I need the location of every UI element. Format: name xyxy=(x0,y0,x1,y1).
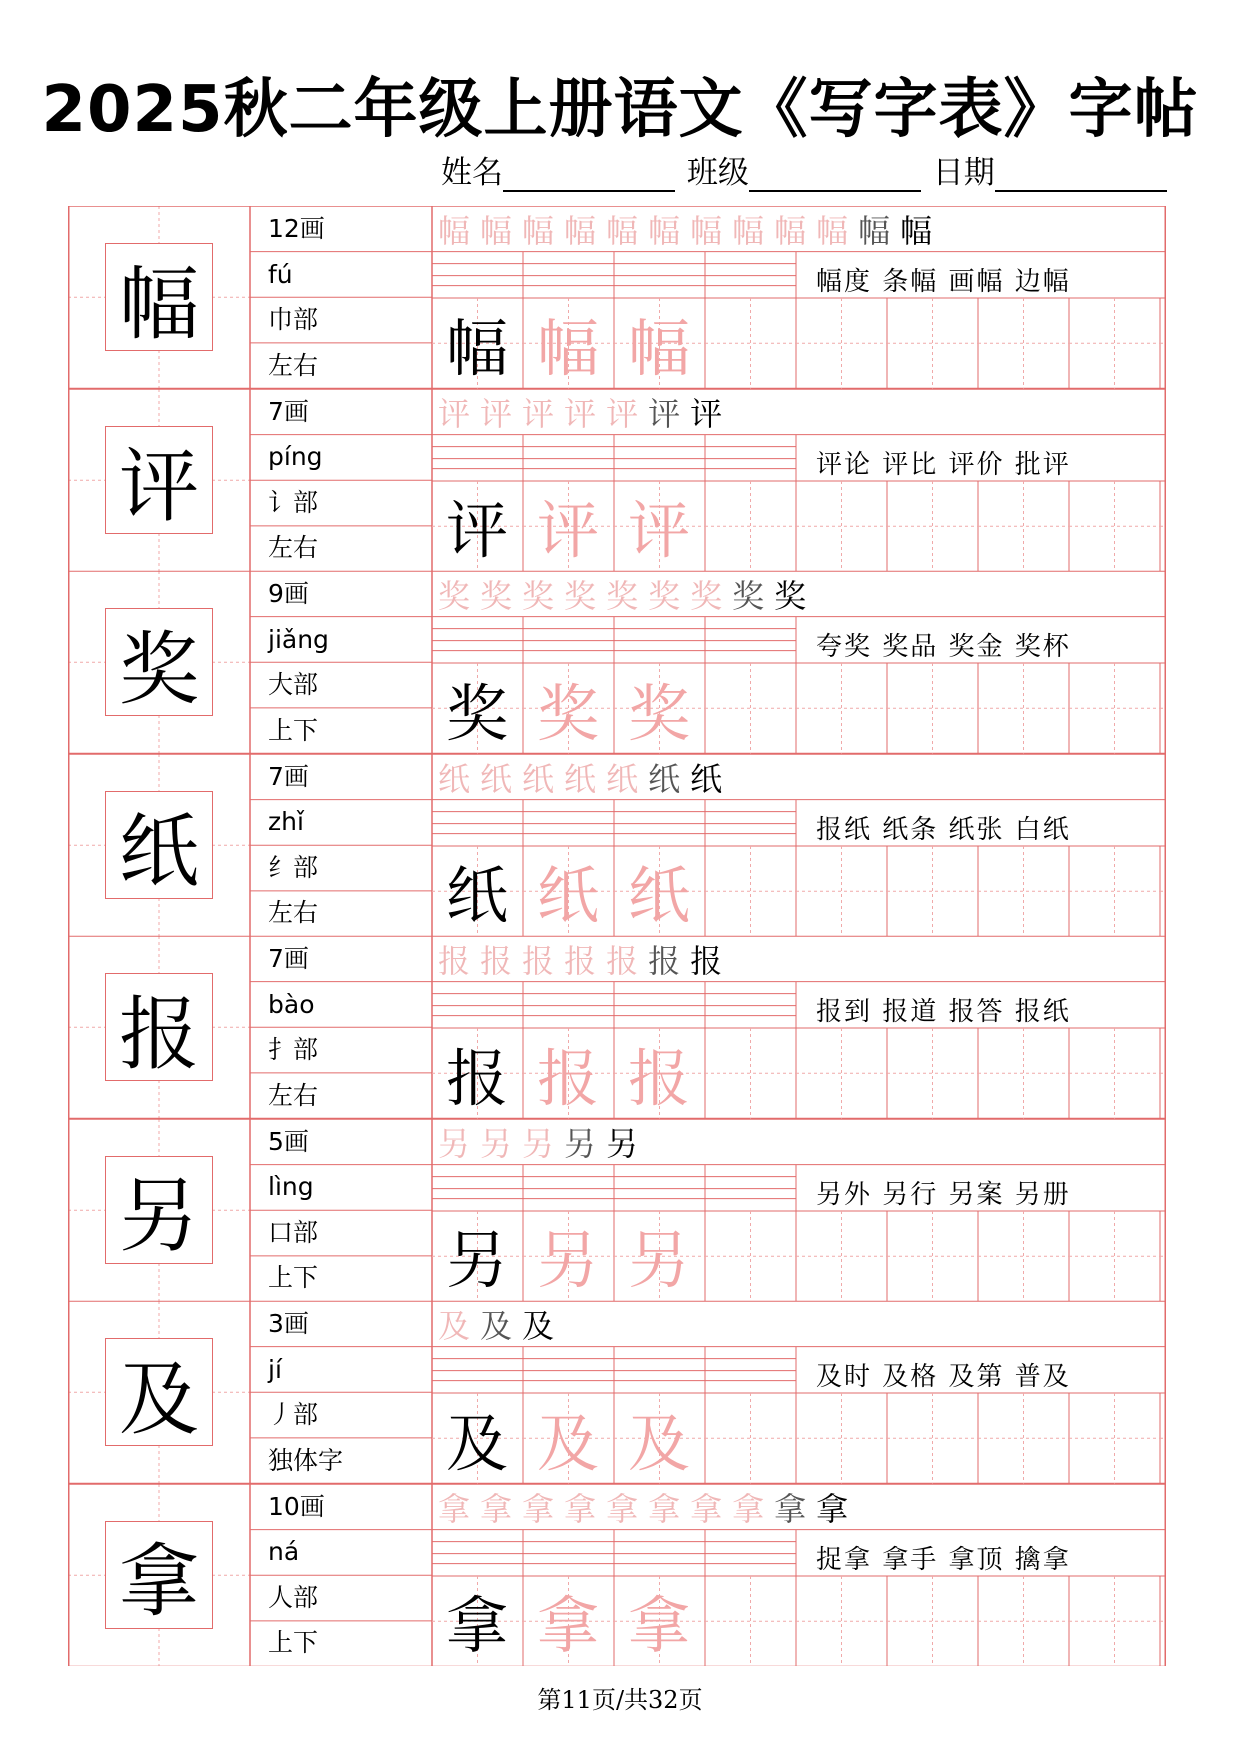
writing-cell[interactable] xyxy=(887,846,978,936)
stroke-step: 幅 xyxy=(606,212,643,250)
stroke-step: 幅 xyxy=(522,212,559,250)
model-character: 拿 xyxy=(445,1589,508,1662)
big-character: 及 xyxy=(119,1352,199,1446)
big-character: 报 xyxy=(119,987,199,1081)
radical-label: 纟部 xyxy=(268,852,319,882)
big-character-box xyxy=(105,608,213,716)
stroke-step: 幅 xyxy=(900,212,937,250)
writing-cell[interactable] xyxy=(1069,298,1160,388)
model-character: 另 xyxy=(445,1224,508,1297)
stroke-step: 奖 xyxy=(438,577,475,615)
trace-character: 拿 xyxy=(536,1589,599,1662)
model-character: 及 xyxy=(445,1406,508,1480)
stroke-order-sequence xyxy=(438,391,732,433)
trace-character: 幅 xyxy=(627,311,690,385)
stroke-count: 10画 xyxy=(268,1491,325,1521)
writing-cell[interactable] xyxy=(705,298,796,388)
stroke-step: 奖 xyxy=(732,577,769,615)
big-character-box xyxy=(105,1521,213,1629)
structure-label: 上下 xyxy=(268,1263,319,1293)
writing-cell[interactable] xyxy=(796,663,887,753)
character-row xyxy=(68,389,1166,572)
radical-label: 口部 xyxy=(268,1217,319,1247)
stroke-step: 奖 xyxy=(648,577,685,615)
big-character: 另 xyxy=(119,1170,199,1263)
stroke-step: 报 xyxy=(522,942,559,980)
name-label: 姓名 xyxy=(441,155,503,191)
stroke-step: 拿 xyxy=(732,1489,769,1528)
writing-cell[interactable] xyxy=(1160,298,1240,388)
stroke-count: 12画 xyxy=(268,214,325,243)
stroke-step: 报 xyxy=(438,942,475,980)
stroke-step: 纸 xyxy=(522,759,559,798)
stroke-count: 5画 xyxy=(268,1126,309,1156)
big-character-cell xyxy=(68,571,250,754)
stroke-step: 奖 xyxy=(480,577,517,615)
stroke-count: 9画 xyxy=(268,579,309,608)
trace-character: 评 xyxy=(627,494,690,567)
writing-cell[interactable] xyxy=(705,1211,796,1301)
stroke-step: 奖 xyxy=(774,577,811,615)
trace-character: 及 xyxy=(627,1406,690,1480)
example-words: 幅度 条幅 画幅 边幅 xyxy=(816,267,1071,297)
example-words: 报到 报道 报答 报纸 xyxy=(816,997,1071,1027)
big-character-cell xyxy=(68,1301,250,1484)
writing-cell[interactable] xyxy=(1160,1576,1240,1666)
writing-cell[interactable] xyxy=(1069,1393,1160,1483)
stroke-count: 3画 xyxy=(268,1309,309,1338)
big-character: 奖 xyxy=(119,622,199,716)
class-label: 班级 xyxy=(686,155,749,191)
writing-cell[interactable] xyxy=(705,1028,796,1118)
stroke-step: 拿 xyxy=(564,1489,601,1528)
writing-cell[interactable] xyxy=(796,1576,887,1666)
writing-cell[interactable] xyxy=(705,481,796,571)
trace-character: 奖 xyxy=(536,676,599,750)
character-row xyxy=(68,754,1166,937)
trace-character: 报 xyxy=(627,1041,690,1115)
writing-cell[interactable] xyxy=(1069,663,1160,753)
stroke-step: 评 xyxy=(438,394,475,433)
stroke-step: 幅 xyxy=(858,212,895,250)
writing-cell[interactable] xyxy=(887,1028,978,1118)
pinyin-label: ná xyxy=(268,1537,300,1567)
writing-cell[interactable] xyxy=(887,1211,978,1301)
writing-cell[interactable] xyxy=(1160,1211,1240,1301)
writing-cell[interactable] xyxy=(887,1576,978,1666)
radical-label: 大部 xyxy=(268,670,319,700)
writing-cell[interactable] xyxy=(1069,481,1160,571)
stroke-step: 拿 xyxy=(774,1489,811,1528)
writing-cell[interactable] xyxy=(978,298,1069,388)
big-character: 拿 xyxy=(119,1535,199,1628)
big-character: 纸 xyxy=(119,805,199,898)
example-words: 及时 及格 及第 普及 xyxy=(816,1362,1071,1392)
stroke-step: 奖 xyxy=(690,577,727,615)
example-words: 夸奖 奖品 奖金 奖杯 xyxy=(816,632,1071,662)
structure-label: 左右 xyxy=(268,350,319,380)
big-character-cell xyxy=(68,1484,250,1667)
trace-character: 及 xyxy=(536,1406,599,1480)
stroke-step: 纸 xyxy=(480,759,517,798)
stroke-step: 幅 xyxy=(774,212,811,250)
stroke-step: 拿 xyxy=(480,1489,517,1528)
writing-cell[interactable] xyxy=(796,1028,887,1118)
big-character-box xyxy=(105,243,213,351)
trace-character: 拿 xyxy=(627,1589,690,1662)
big-character: 幅 xyxy=(119,257,199,351)
stroke-step: 纸 xyxy=(690,759,727,798)
radical-label: 丿部 xyxy=(268,1400,319,1430)
character-row xyxy=(68,1301,1166,1484)
writing-cell[interactable] xyxy=(1160,1028,1240,1118)
writing-cell[interactable] xyxy=(796,1393,887,1483)
writing-cell[interactable] xyxy=(796,481,887,571)
pinyin-label: lìng xyxy=(268,1172,314,1202)
stroke-step: 另 xyxy=(522,1124,559,1163)
radical-label: 扌部 xyxy=(268,1035,319,1065)
date-label: 日期 xyxy=(932,155,995,191)
writing-cell[interactable] xyxy=(978,1211,1069,1301)
pinyin-label: bào xyxy=(268,989,315,1019)
stroke-step: 幅 xyxy=(648,212,685,250)
writing-cell[interactable] xyxy=(705,663,796,753)
stroke-step: 纸 xyxy=(606,759,643,798)
structure-label: 左右 xyxy=(268,898,319,928)
stroke-order-sequence xyxy=(438,1303,564,1345)
stroke-step: 奖 xyxy=(522,577,559,615)
writing-cell[interactable] xyxy=(978,481,1069,571)
character-row xyxy=(68,206,1166,389)
stroke-step: 报 xyxy=(606,942,643,980)
stroke-step: 奖 xyxy=(564,577,601,615)
practice-sheet xyxy=(68,206,1166,1666)
date-blank[interactable] xyxy=(995,162,1167,192)
trace-character: 纸 xyxy=(627,859,690,932)
model-character: 评 xyxy=(445,494,508,567)
writing-cell[interactable] xyxy=(1160,663,1240,753)
radical-label: 巾部 xyxy=(268,305,319,335)
character-row xyxy=(68,1119,1166,1302)
structure-label: 左右 xyxy=(268,533,319,563)
trace-character: 另 xyxy=(627,1224,690,1297)
big-character-cell xyxy=(68,754,250,937)
stroke-count: 7画 xyxy=(268,761,309,791)
stroke-order-sequence xyxy=(438,208,942,250)
big-character-cell xyxy=(68,206,250,389)
stroke-step: 评 xyxy=(522,394,559,433)
stroke-step: 另 xyxy=(438,1124,475,1163)
writing-cell[interactable] xyxy=(887,298,978,388)
trace-character: 纸 xyxy=(536,859,599,932)
stroke-step: 幅 xyxy=(564,212,601,250)
writing-cell[interactable] xyxy=(978,663,1069,753)
model-character: 幅 xyxy=(445,311,508,385)
writing-cell[interactable] xyxy=(796,1211,887,1301)
model-character: 报 xyxy=(445,1041,508,1115)
stroke-step: 拿 xyxy=(606,1489,643,1528)
stroke-step: 拿 xyxy=(522,1489,559,1528)
writing-cell[interactable] xyxy=(705,846,796,936)
structure-label: 上下 xyxy=(268,715,319,745)
writing-cell[interactable] xyxy=(1160,1393,1240,1483)
trace-character: 幅 xyxy=(536,311,599,385)
stroke-step: 报 xyxy=(690,942,727,980)
writing-cell[interactable] xyxy=(978,846,1069,936)
stroke-step: 拿 xyxy=(648,1489,685,1528)
example-words: 另外 另行 另案 另册 xyxy=(816,1179,1071,1210)
stroke-order-sequence xyxy=(438,1121,648,1163)
stroke-step: 另 xyxy=(480,1124,517,1163)
writing-cell[interactable] xyxy=(887,1393,978,1483)
writing-cell[interactable] xyxy=(887,481,978,571)
writing-cell[interactable] xyxy=(978,1393,1069,1483)
radical-label: 人部 xyxy=(268,1582,319,1612)
pinyin-label: jí xyxy=(268,1354,282,1384)
example-words: 捉拿 拿手 拿顶 擒拿 xyxy=(816,1544,1071,1575)
stroke-step: 报 xyxy=(480,942,517,980)
stroke-step: 评 xyxy=(690,394,727,433)
writing-cell[interactable] xyxy=(705,1393,796,1483)
pinyin-label: jiǎng xyxy=(268,624,329,654)
trace-character: 评 xyxy=(536,494,599,567)
writing-cell[interactable] xyxy=(978,1028,1069,1118)
writing-cell[interactable] xyxy=(978,1576,1069,1666)
writing-cell[interactable] xyxy=(887,663,978,753)
stroke-order-sequence xyxy=(438,1486,858,1528)
big-character-box xyxy=(105,426,213,534)
trace-character: 另 xyxy=(536,1224,599,1297)
name-blank[interactable] xyxy=(503,162,675,192)
writing-cell[interactable] xyxy=(796,846,887,936)
writing-cell[interactable] xyxy=(1069,846,1160,936)
stroke-step: 评 xyxy=(606,394,643,433)
stroke-step: 幅 xyxy=(690,212,727,250)
stroke-order-sequence xyxy=(438,573,816,615)
stroke-step: 评 xyxy=(564,394,601,433)
example-words: 报纸 纸条 纸张 白纸 xyxy=(816,814,1071,845)
big-character: 评 xyxy=(119,440,199,533)
stroke-count: 7画 xyxy=(268,396,309,426)
big-character-cell xyxy=(68,1119,250,1302)
radical-label: 讠部 xyxy=(268,487,319,517)
model-character: 纸 xyxy=(445,859,508,932)
stroke-step: 拿 xyxy=(690,1489,727,1528)
big-character-box xyxy=(105,973,213,1081)
example-words: 评论 评比 评价 批评 xyxy=(816,449,1071,480)
page-title: 2025秋二年级上册语文《写字表》字帖 xyxy=(41,73,1199,147)
structure-label: 独体字 xyxy=(268,1445,344,1475)
class-blank[interactable] xyxy=(749,162,921,192)
stroke-order-sequence xyxy=(438,756,732,798)
pinyin-label: zhǐ xyxy=(268,807,304,837)
stroke-step: 报 xyxy=(648,942,685,980)
big-character-box xyxy=(105,1338,213,1446)
pinyin-label: píng xyxy=(268,442,323,472)
stroke-step: 幅 xyxy=(816,212,853,250)
writing-cell[interactable] xyxy=(705,1576,796,1666)
big-character-cell xyxy=(68,389,250,572)
stroke-step: 另 xyxy=(606,1124,643,1163)
structure-label: 上下 xyxy=(268,1628,319,1658)
stroke-step: 及 xyxy=(480,1307,517,1345)
stroke-step: 及 xyxy=(438,1307,475,1345)
stroke-count: 7画 xyxy=(268,944,309,973)
model-character: 奖 xyxy=(445,676,508,750)
stroke-step: 另 xyxy=(564,1124,601,1163)
pinyin-label: fú xyxy=(268,259,293,289)
stroke-step: 及 xyxy=(522,1307,559,1345)
writing-cell[interactable] xyxy=(796,298,887,388)
stroke-step: 奖 xyxy=(606,577,643,615)
student-info-line xyxy=(441,147,1169,192)
writing-cell[interactable] xyxy=(1069,1211,1160,1301)
stroke-step: 纸 xyxy=(648,759,685,798)
stroke-step: 评 xyxy=(480,394,517,433)
big-character-cell xyxy=(68,936,250,1119)
stroke-step: 幅 xyxy=(732,212,769,250)
structure-label: 左右 xyxy=(268,1080,319,1110)
stroke-step: 评 xyxy=(648,394,685,433)
stroke-step: 拿 xyxy=(816,1489,853,1528)
writing-cell[interactable] xyxy=(1160,481,1240,571)
stroke-step: 纸 xyxy=(564,759,601,798)
trace-character: 奖 xyxy=(627,676,690,750)
big-character-box xyxy=(105,791,213,899)
character-row xyxy=(68,1484,1166,1667)
stroke-order-sequence xyxy=(438,938,732,980)
writing-cell[interactable] xyxy=(1160,846,1240,936)
writing-cell[interactable] xyxy=(1069,1576,1160,1666)
stroke-step: 纸 xyxy=(438,759,475,798)
stroke-step: 幅 xyxy=(480,212,517,250)
writing-cell[interactable] xyxy=(1069,1028,1160,1118)
character-row xyxy=(68,571,1166,754)
character-row xyxy=(68,936,1166,1119)
stroke-step: 幅 xyxy=(438,212,475,250)
trace-character: 报 xyxy=(536,1041,599,1115)
big-character-box xyxy=(105,1156,213,1264)
stroke-step: 报 xyxy=(564,942,601,980)
stroke-step: 拿 xyxy=(438,1489,475,1528)
page-number: 第11页/共32页 xyxy=(537,1686,703,1714)
